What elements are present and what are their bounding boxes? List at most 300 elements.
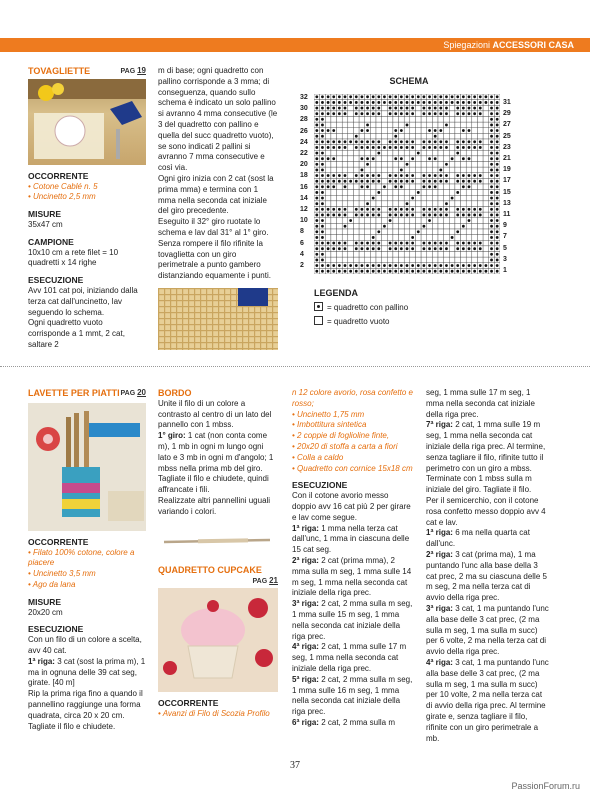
schema-cell xyxy=(449,218,455,224)
schema-cell xyxy=(331,162,337,168)
schema-dot xyxy=(496,180,499,183)
schema-cell xyxy=(387,190,393,196)
schema-cell xyxy=(325,150,331,156)
schema-cell xyxy=(370,252,376,258)
schema-dot xyxy=(400,208,403,211)
schema-dot xyxy=(327,185,330,188)
bordo-column xyxy=(158,388,278,720)
schema-dot xyxy=(490,129,493,132)
schema-cell xyxy=(382,195,388,201)
schema-dot xyxy=(490,230,493,233)
schema-dot xyxy=(332,174,335,177)
schema-dot xyxy=(439,264,442,267)
schema-dot xyxy=(344,107,347,110)
schema-cell xyxy=(421,122,427,128)
schema-dot xyxy=(361,112,364,115)
schema-cell xyxy=(449,190,455,196)
schema-cell xyxy=(337,229,343,235)
schema-dot xyxy=(411,197,414,200)
schema-cell xyxy=(438,218,444,224)
schema-dot xyxy=(372,146,375,149)
schema-title: SCHEMA xyxy=(389,76,429,86)
schema-dot xyxy=(485,270,488,273)
schema-dot xyxy=(321,118,324,121)
schema-dot xyxy=(366,242,369,245)
schema-dot xyxy=(377,174,380,177)
schema-cell xyxy=(438,257,444,263)
schema-dot xyxy=(315,185,318,188)
schema-dot xyxy=(423,101,426,104)
cupcake-column-4 xyxy=(426,388,550,744)
schema-cell xyxy=(370,150,376,156)
schema-cell xyxy=(399,257,405,263)
schema-dot xyxy=(389,140,392,143)
schema-dot xyxy=(389,242,392,245)
schema-row-number: 9 xyxy=(503,222,507,230)
schema-dot xyxy=(428,208,431,211)
row-instruction: 1ª riga: 3 cat (sost la prima m), 1 ma in ognuna delle 39 cat seg, girate. [40 m] xyxy=(28,656,146,688)
schema-dot xyxy=(315,169,318,172)
schema-dot xyxy=(428,129,431,132)
schema-dot xyxy=(349,270,352,273)
schema-cell xyxy=(382,139,388,145)
schema-dot xyxy=(456,174,459,177)
schema-dot xyxy=(349,180,352,183)
schema-dot xyxy=(496,163,499,166)
schema-dot xyxy=(338,180,341,183)
schema-cell xyxy=(382,167,388,173)
schema-dot xyxy=(423,264,426,267)
cupcake-title: QUADRETTO CUPCAKE PAG 21 xyxy=(158,565,278,576)
schema-dot xyxy=(434,95,437,98)
schema-dot xyxy=(361,146,364,149)
schema-cell xyxy=(455,156,461,162)
schema-dot xyxy=(473,146,476,149)
schema-cell xyxy=(337,117,343,123)
schema-dot xyxy=(406,140,409,143)
paragraph: Eseguito il 32° giro ruotate lo schema e lav dal 31° al 1° giro. xyxy=(158,217,269,237)
schema-cell xyxy=(455,252,461,258)
schema-dot xyxy=(490,101,493,104)
schema-dot xyxy=(332,112,335,115)
schema-dot xyxy=(327,208,330,211)
schema-dot xyxy=(327,146,330,149)
schema-dot xyxy=(349,95,352,98)
paragraph: Unite il filo di un colore a contrasto al centro di un lato del pannello con 1 mbss. xyxy=(158,398,272,430)
schema-dot xyxy=(439,270,442,273)
schema-cell xyxy=(337,235,343,241)
schema-cell xyxy=(461,162,467,168)
schema-cell xyxy=(348,223,354,229)
schema-cell xyxy=(325,122,331,128)
schema-dot xyxy=(355,140,358,143)
schema-dot xyxy=(434,140,437,143)
schema-cell xyxy=(353,218,359,224)
watermark: PassionForum.ru xyxy=(511,781,580,791)
misure-heading: MISURE xyxy=(28,596,62,607)
schema-cell xyxy=(387,252,393,258)
schema-dot xyxy=(327,95,330,98)
schema-cell xyxy=(393,218,399,224)
schema-dot xyxy=(411,270,414,273)
schema-dot xyxy=(490,236,493,239)
schema-cell xyxy=(376,133,382,139)
schema-dot xyxy=(344,242,347,245)
schema-cell xyxy=(376,162,382,168)
schema-cell xyxy=(325,167,331,173)
schema-dot xyxy=(462,264,465,267)
schema-dot xyxy=(411,112,414,115)
schema-cell xyxy=(337,184,343,190)
schema-dot xyxy=(462,242,465,245)
schema-cell xyxy=(472,156,478,162)
schema-dot xyxy=(473,107,476,110)
schema-cell xyxy=(449,184,455,190)
schema-cell xyxy=(444,133,450,139)
schema-cell xyxy=(353,235,359,241)
schema-cell xyxy=(461,195,467,201)
schema-dot xyxy=(377,146,380,149)
schema-cell xyxy=(359,218,365,224)
schema-dot xyxy=(462,247,465,250)
schema-cell xyxy=(382,190,388,196)
schema-cell xyxy=(432,162,438,168)
schema-dot xyxy=(372,112,375,115)
schema-dot xyxy=(490,140,493,143)
lavette-page-ref: PAG 20 xyxy=(120,388,146,397)
schema-cell xyxy=(393,223,399,229)
schema-dot xyxy=(456,107,459,110)
schema-cell xyxy=(353,190,359,196)
schema-dot xyxy=(490,242,493,245)
schema-cell xyxy=(477,150,483,156)
schema-dot xyxy=(411,180,414,183)
schema-row-number: 32 xyxy=(300,94,308,101)
schema-cell xyxy=(427,167,433,173)
schema-dot xyxy=(315,95,318,98)
schema-dot xyxy=(321,247,324,250)
schema-cell xyxy=(337,223,343,229)
schema-dot xyxy=(321,140,324,143)
schema-cell xyxy=(466,122,472,128)
schema-dot xyxy=(496,157,499,160)
schema-cell xyxy=(359,235,365,241)
schema-dot xyxy=(315,253,318,256)
schema-cell xyxy=(472,195,478,201)
schema-cell xyxy=(466,201,472,207)
schema-dot xyxy=(315,214,318,217)
schema-cell xyxy=(353,156,359,162)
schema-cell xyxy=(399,190,405,196)
schema-dot xyxy=(462,157,465,160)
schema-row-number: 22 xyxy=(300,150,308,157)
schema-dot xyxy=(462,185,465,188)
schema-cell xyxy=(348,167,354,173)
schema-dot xyxy=(355,208,358,211)
schema-dot xyxy=(321,169,324,172)
schema-dot xyxy=(321,107,324,110)
schema-dot xyxy=(496,264,499,267)
schema-cell xyxy=(370,229,376,235)
schema-dot xyxy=(400,174,403,177)
schema-cell xyxy=(415,122,421,128)
schema-dot xyxy=(462,180,465,183)
schema-cell xyxy=(325,235,331,241)
schema-dot xyxy=(366,174,369,177)
schema-dot xyxy=(400,95,403,98)
schema-cell xyxy=(393,162,399,168)
schema-cell xyxy=(337,257,343,263)
schema-dot xyxy=(366,270,369,273)
schema-dot xyxy=(445,202,448,205)
schema-dot xyxy=(361,180,364,183)
schema-cell xyxy=(449,229,455,235)
schema-cell xyxy=(415,223,421,229)
schema-dot xyxy=(496,140,499,143)
schema-cell xyxy=(477,117,483,123)
schema-cell xyxy=(331,252,337,258)
schema-cell xyxy=(382,128,388,134)
schema-cell xyxy=(359,162,365,168)
schema-dot xyxy=(479,107,482,110)
schema-dot xyxy=(366,146,369,149)
row-instruction: 3ª riga: 2 cat, 2 mma sulla m seg, 1 mma sulle 15 m seg, 1 mma nella seconda cat iniziale della riga prec. xyxy=(292,599,413,641)
schema-dot xyxy=(361,140,364,143)
row-instruction: 1° giro: 1 cat (non conta come m), 1 mb in ogni m lungo ogni lato e 3 mb in ogni m d'angolo; 1 mbss nella prima mb del giro. xyxy=(158,431,274,473)
schema-cell xyxy=(466,235,472,241)
schema-cell xyxy=(432,223,438,229)
schema-dot xyxy=(355,264,358,267)
schema-dot xyxy=(372,180,375,183)
schema-row-number: 21 xyxy=(503,155,511,162)
schema-dot xyxy=(468,101,471,104)
schema-cell xyxy=(370,201,376,207)
schema-dot xyxy=(327,264,330,267)
schema-cell xyxy=(348,145,354,151)
schema-dot xyxy=(344,146,347,149)
schema-dot xyxy=(400,140,403,143)
schema-dot xyxy=(490,270,493,273)
schema-dot xyxy=(479,101,482,104)
schema-dot xyxy=(434,214,437,217)
schema-dot xyxy=(394,146,397,149)
placemat-illustration xyxy=(28,79,146,165)
schema-dot xyxy=(423,208,426,211)
schema-dot xyxy=(321,191,324,194)
schema-dot xyxy=(473,208,476,211)
schema-cell xyxy=(353,167,359,173)
misure-value: 35x47 cm xyxy=(28,219,63,229)
schema-cell xyxy=(415,162,421,168)
schema-dot xyxy=(389,107,392,110)
schema-cell xyxy=(461,167,467,173)
schema-dot xyxy=(400,270,403,273)
schema-dot xyxy=(428,101,431,104)
schema-cell xyxy=(466,150,472,156)
schema-cell xyxy=(455,201,461,207)
schema-cell xyxy=(325,117,331,123)
schema-dot xyxy=(490,169,493,172)
schema-dot xyxy=(417,270,420,273)
schema-dot xyxy=(321,264,324,267)
schema-dot xyxy=(434,107,437,110)
schema-dot xyxy=(496,219,499,222)
schema-cell xyxy=(331,235,337,241)
schema-cell xyxy=(337,128,343,134)
schema-cell xyxy=(353,201,359,207)
schema-dot xyxy=(406,247,409,250)
schema-cell xyxy=(483,184,489,190)
schema-dot xyxy=(423,225,426,228)
schema-dot xyxy=(456,146,459,149)
schema-cell xyxy=(415,178,421,184)
schema-cell xyxy=(370,218,376,224)
schema-dot xyxy=(361,129,364,132)
schema-dot xyxy=(372,107,375,110)
schema-cell xyxy=(444,117,450,123)
schema-cell xyxy=(365,133,371,139)
schema-dot xyxy=(496,202,499,205)
schema-cell xyxy=(421,162,427,168)
schema-cell xyxy=(325,252,331,258)
schema-dot xyxy=(344,185,347,188)
schema-dot xyxy=(428,219,431,222)
schema-dot xyxy=(361,101,364,104)
schema-dot xyxy=(321,135,324,138)
schema-dot xyxy=(496,225,499,228)
schema-cell xyxy=(370,117,376,123)
schema-dot xyxy=(366,107,369,110)
schema-cell xyxy=(365,235,371,241)
schema-dot xyxy=(389,214,392,217)
schema-dot xyxy=(366,185,369,188)
schema-dot xyxy=(321,124,324,127)
schema-dot xyxy=(321,225,324,228)
schema-dot xyxy=(383,225,386,228)
schema-cell xyxy=(449,117,455,123)
row-instruction: 7ª riga: 2 cat, 1 mma sulle 19 m seg, 1 mma nella seconda cat iniziale della riga prec. Al termine, senza tagliare il filo, rifinite tutto il perimetro con un giro a mbss. Terminate con 1 mbss sulla m iniziale del giro. Tagliate il filo. xyxy=(426,420,546,495)
schema-dot xyxy=(439,146,442,149)
schema-dot xyxy=(496,118,499,121)
schema-dot xyxy=(332,247,335,250)
schema-cell xyxy=(432,167,438,173)
schema-cell xyxy=(348,150,354,156)
schema-cell xyxy=(449,207,455,213)
schema-cell xyxy=(483,190,489,196)
schema-cell xyxy=(331,133,337,139)
schema-cell xyxy=(393,167,399,173)
schema-dot xyxy=(473,95,476,98)
schema-dot xyxy=(372,247,375,250)
row-instruction: 5ª riga: 2 cat, 2 mma sulla m seg, 1 mma sulle 16 m seg, 1 mma nella seconda cat iniziale della riga prec. xyxy=(292,674,413,717)
schema-dot xyxy=(496,95,499,98)
legend xyxy=(314,288,408,326)
schema-cell xyxy=(415,111,421,117)
schema-cell xyxy=(415,207,421,213)
schema-dot xyxy=(423,270,426,273)
schema-dot xyxy=(456,264,459,267)
paragraph: Tagliate il filo e chiudete. xyxy=(28,721,116,731)
schema-dot xyxy=(332,185,335,188)
schema-cell xyxy=(337,218,343,224)
schema-cell xyxy=(404,117,410,123)
schema-dot xyxy=(490,214,493,217)
schema-cell xyxy=(466,190,472,196)
schema-dot xyxy=(456,247,459,250)
schema-dot xyxy=(315,208,318,211)
schema-dot xyxy=(355,174,358,177)
schema-cell xyxy=(461,117,467,123)
schema-cell xyxy=(477,122,483,128)
schema-dot xyxy=(423,180,426,183)
schema-cell xyxy=(427,162,433,168)
material-item: • Avanzi di Filo di Scozia Profilo xyxy=(158,708,270,718)
schema-cell xyxy=(466,252,472,258)
schema-row-number: 5 xyxy=(503,244,507,252)
schema-dot xyxy=(468,208,471,211)
schema-dot xyxy=(496,197,499,200)
material-item: • 2 coppie di foglioline finte, xyxy=(292,431,390,441)
schema-dot xyxy=(490,180,493,183)
schema-dot xyxy=(411,236,414,239)
schema-dot xyxy=(451,95,454,98)
schema-cell xyxy=(325,190,331,196)
schema-dot xyxy=(361,247,364,250)
schema-dot xyxy=(383,101,386,104)
schema-cell xyxy=(337,133,343,139)
schema-dot xyxy=(406,163,409,166)
schema-cell xyxy=(342,122,348,128)
schema-cell xyxy=(461,133,467,139)
schema-cell xyxy=(466,195,472,201)
schema-cell xyxy=(325,162,331,168)
schema-row-number: 17 xyxy=(503,177,511,185)
schema-cell xyxy=(365,252,371,258)
schema-dot xyxy=(423,107,426,110)
schema-cell xyxy=(415,235,421,241)
tovagliette-column xyxy=(28,66,146,351)
schema-cell xyxy=(483,105,489,111)
occorrente-heading: OCCORRENTE xyxy=(28,170,89,181)
schema-cell xyxy=(342,257,348,263)
crochet-detail-illustration xyxy=(158,288,278,350)
schema-cell xyxy=(387,150,393,156)
section-header-band xyxy=(0,38,590,52)
schema-cell xyxy=(376,201,382,207)
schema-cell xyxy=(438,201,444,207)
schema-dot xyxy=(338,174,341,177)
material-item: n 12 colore avorio, rosa confetto e rosso; xyxy=(292,388,413,408)
schema-cell xyxy=(415,195,421,201)
schema-cell xyxy=(370,167,376,173)
schema-cell xyxy=(353,162,359,168)
schema-dot xyxy=(344,264,347,267)
schema-cell xyxy=(387,162,393,168)
schema-cell xyxy=(393,122,399,128)
schema-cell xyxy=(387,201,393,207)
schema-cell xyxy=(348,212,354,218)
schema-dot xyxy=(377,95,380,98)
schema-cell xyxy=(483,111,489,117)
schema-dot xyxy=(389,174,392,177)
schema-dot xyxy=(406,146,409,149)
schema-dot xyxy=(372,214,375,217)
schema-dot xyxy=(332,270,335,273)
esecuzione-text: Avv 101 cat poi, iniziando dalla terza cat dall'uncinetto, lav seguendo lo schema. xyxy=(28,285,138,317)
paragraph: Ogni giro inizia con 2 cat (sost la prima mma) e termina con 1 mma nella seconda cat iniziale del giro precedente. xyxy=(158,173,274,216)
schema-cell xyxy=(342,156,348,162)
schema-cell xyxy=(365,218,371,224)
